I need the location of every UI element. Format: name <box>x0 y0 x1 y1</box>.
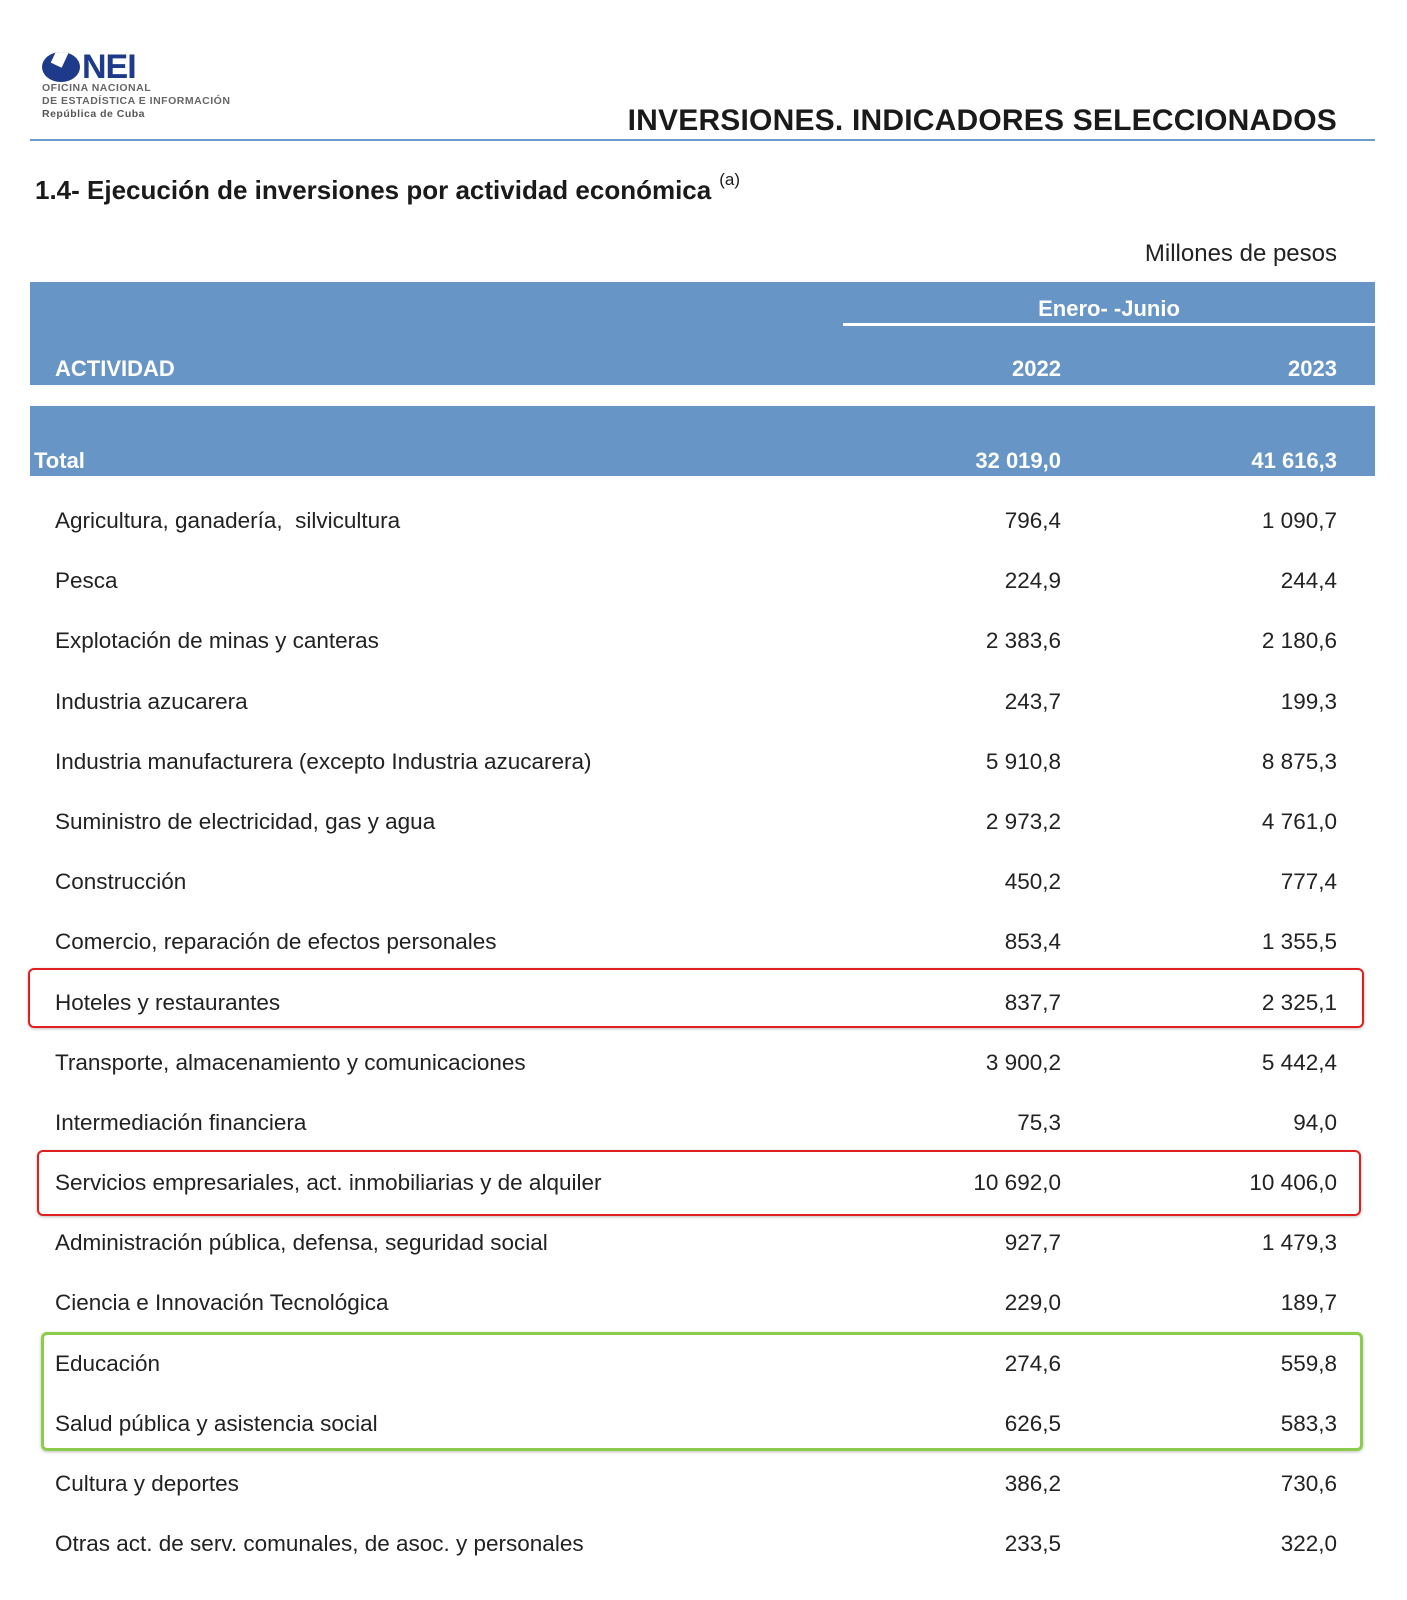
total-label: Total <box>34 448 85 473</box>
row-value-2023: 2 180,6 <box>1261 628 1337 654</box>
total-2023: 41 616,3 <box>1251 448 1337 473</box>
row-value-2023: 10 406,0 <box>1249 1170 1337 1196</box>
row-value-2023: 583,3 <box>1280 1410 1337 1436</box>
logo-wordmark: NEI <box>82 48 136 86</box>
table-row <box>0 911 1407 971</box>
table-row <box>0 1032 1407 1092</box>
row-value-2023: 199,3 <box>1280 688 1337 714</box>
row-activity-label: Comercio, reparación de efectos personales <box>55 929 497 955</box>
row-value-2023: 94,0 <box>1293 1109 1337 1135</box>
row-activity-label: Educación <box>55 1350 161 1376</box>
logo-line-1: OFICINA NACIONAL <box>42 82 152 94</box>
row-activity-label: Salud pública y asistencia social <box>55 1410 378 1436</box>
row-activity-label: Construcción <box>55 869 187 895</box>
column-header-2023: 2023 <box>1288 356 1337 381</box>
row-value-2022: 233,5 <box>1004 1531 1061 1557</box>
row-value-2022: 796,4 <box>1004 508 1061 533</box>
row-value-2023: 1 479,3 <box>1261 1230 1337 1256</box>
row-value-2023: 559,8 <box>1280 1350 1337 1376</box>
onei-logo-mark <box>42 48 262 86</box>
table-title <box>35 170 740 206</box>
row-value-2022: 229,0 <box>1004 1290 1061 1316</box>
table-row <box>0 851 1407 911</box>
row-value-2022: 243,7 <box>1004 688 1061 714</box>
row-activity-label: Ciencia e Innovación Tecnológica <box>55 1290 389 1316</box>
page-header-title: INVERSIONES. INDICADORES SELECCIONADOS <box>627 104 1337 137</box>
table-row <box>0 1092 1407 1152</box>
row-activity-label: Explotación de minas y canteras <box>55 628 379 654</box>
column-header-2022: 2022 <box>1012 356 1061 381</box>
row-value-2023: 322,0 <box>1280 1531 1337 1557</box>
row-value-2023: 2 325,1 <box>1261 989 1337 1015</box>
row-value-2023: 1 090,7 <box>1261 508 1337 533</box>
table-row <box>0 1453 1407 1513</box>
row-activity-label: Administración pública, defensa, seguridad social <box>55 1230 548 1256</box>
column-header-activity: ACTIVIDAD <box>55 356 175 381</box>
table-row <box>0 1212 1407 1272</box>
footnote-marker: (a) <box>719 170 741 189</box>
table-row <box>0 610 1407 670</box>
row-value-2022: 853,4 <box>1004 929 1061 955</box>
logo-o-icon <box>42 52 80 82</box>
row-value-2022: 274,6 <box>1004 1350 1061 1376</box>
row-activity-label: Otras act. de serv. comunales, de asoc. y personales <box>55 1531 584 1557</box>
highlight-box-hoteles <box>28 968 1364 1028</box>
row-activity-label: Servicios empresariales, act. inmobiliarias y de alquiler <box>55 1170 602 1196</box>
row-value-2022: 3 900,2 <box>985 1049 1061 1075</box>
highlight-box-educacion-salud <box>41 1332 1363 1451</box>
row-value-2022: 837,7 <box>1004 989 1061 1015</box>
row-activity-label: Cultura y deportes <box>55 1471 239 1496</box>
row-activity-label: Intermediación financiera <box>55 1109 307 1135</box>
row-value-2022: 386,2 <box>1004 1471 1061 1496</box>
row-value-2022: 2 383,6 <box>985 628 1061 654</box>
row-value-2022: 927,7 <box>1004 1230 1061 1256</box>
header-divider <box>30 139 1375 141</box>
onei-logo <box>42 50 262 121</box>
row-activity-label: Hoteles y restaurantes <box>55 989 281 1015</box>
row-value-2022: 10 692,0 <box>973 1170 1061 1196</box>
total-row <box>30 406 1375 476</box>
table-title-text: 1.4- Ejecución de inversiones por actividad económica <box>35 175 712 205</box>
table-row <box>0 731 1407 791</box>
row-value-2023: 244,4 <box>1280 568 1337 594</box>
row-value-2023: 5 442,4 <box>1261 1049 1337 1075</box>
row-value-2022: 626,5 <box>1004 1410 1061 1436</box>
table-row <box>0 1513 1407 1573</box>
row-value-2022: 224,9 <box>1004 568 1061 594</box>
period-header: Enero- -Junio <box>1038 296 1180 321</box>
row-value-2022: 450,2 <box>1004 869 1061 895</box>
period-divider <box>843 323 1375 326</box>
row-activity-label: Pesca <box>55 568 118 594</box>
table-row <box>0 791 1407 851</box>
highlight-box-servicios <box>37 1150 1361 1216</box>
row-activity-label: Agricultura, ganadería, silvicultura <box>55 508 401 533</box>
row-value-2022: 75,3 <box>1017 1109 1061 1135</box>
unit-label: Millones de pesos <box>1144 240 1337 267</box>
row-value-2023: 730,6 <box>1280 1471 1337 1496</box>
row-activity-label: Industria azucarera <box>55 688 248 714</box>
logo-line-2: DE ESTADÍSTICA E INFORMACIÓN <box>42 95 231 107</box>
table-row <box>0 490 1407 550</box>
row-value-2023: 777,4 <box>1280 869 1337 895</box>
logo-line-3: República de Cuba <box>42 108 146 120</box>
row-value-2023: 1 355,5 <box>1261 929 1337 955</box>
total-2022: 32 019,0 <box>975 448 1061 473</box>
row-value-2022: 2 973,2 <box>985 808 1061 834</box>
row-activity-label: Transporte, almacenamiento y comunicaciones <box>55 1049 526 1075</box>
row-value-2023: 4 761,0 <box>1261 808 1337 834</box>
table-row <box>0 550 1407 610</box>
row-value-2023: 189,7 <box>1280 1290 1337 1316</box>
row-value-2023: 8 875,3 <box>1261 748 1337 774</box>
row-value-2022: 5 910,8 <box>985 748 1061 774</box>
table-row <box>0 671 1407 731</box>
row-activity-label: Industria manufacturera (excepto Industria azucarera) <box>55 748 592 774</box>
table-row <box>0 1272 1407 1332</box>
row-activity-label: Suministro de electricidad, gas y agua <box>55 808 436 834</box>
